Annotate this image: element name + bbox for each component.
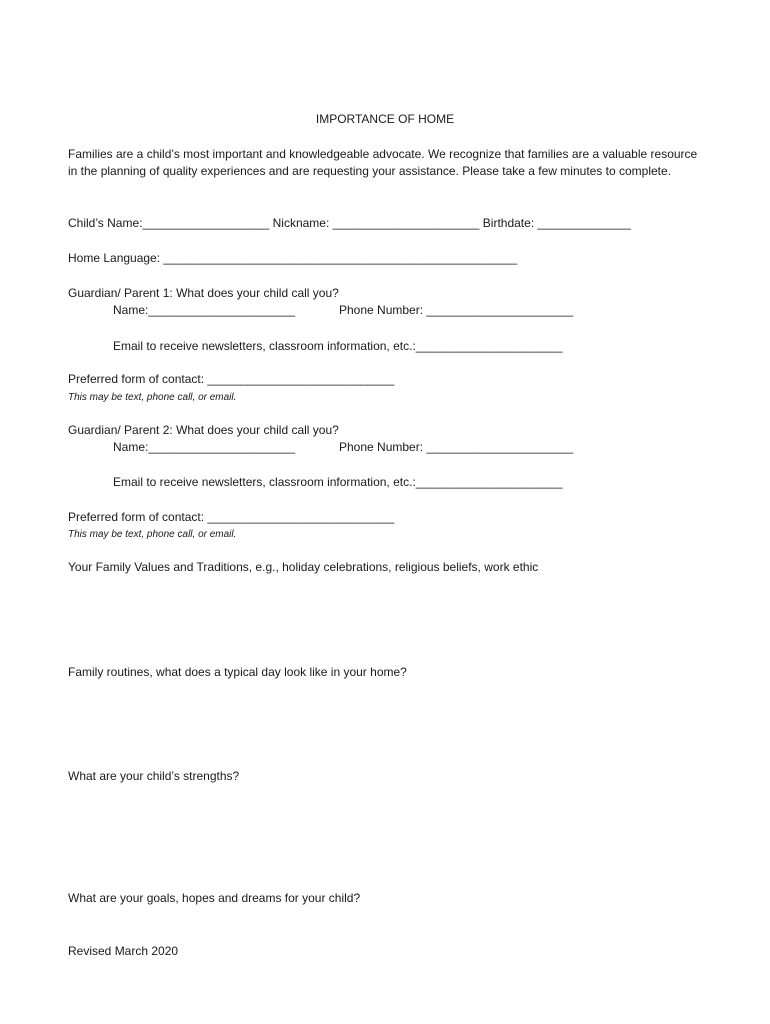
guardian2-contact-field[interactable]: Preferred form of contact: ____________________________ (68, 510, 395, 524)
guardian1-name-field[interactable]: Name:______________________ (113, 303, 296, 317)
goals-question: What are your goals, hopes and dreams for your child? (68, 891, 361, 905)
child-strengths-question: What are your child’s strengths? (68, 769, 240, 783)
guardian1-contact-note: This may be text, phone call, or email. (68, 392, 237, 403)
family-values-question: Your Family Values and Traditions, e.g., holiday celebrations, religious beliefs, work ethic (68, 560, 539, 574)
home-language-line[interactable]: Home Language: _____________________________________________________ (68, 251, 518, 265)
guardian2-contact-note: This may be text, phone call, or email. (68, 529, 237, 540)
guardian1-email-field[interactable]: Email to receive newsletters, classroom information, etc.:______________________ (113, 339, 563, 353)
guardian2-heading: Guardian/ Parent 2: What does your child call you? (68, 423, 339, 437)
intro-paragraph: Families are a child’s most important and knowledgeable advocate. We recognize that families are a valuable resource in the planning of quality experiences and are requesting your assistance. Please take a few minutes to complete. (68, 147, 698, 178)
guardian2-name-field[interactable]: Name:______________________ (113, 440, 296, 454)
page-title: IMPORTANCE OF HOME (315, 112, 455, 126)
guardian2-email-field[interactable]: Email to receive newsletters, classroom information, etc.:______________________ (113, 475, 563, 489)
family-routines-question: Family routines, what does a typical day look like in your home? (68, 665, 407, 679)
guardian2-phone-field[interactable]: Phone Number: ______________________ (339, 440, 574, 454)
guardian1-contact-field[interactable]: Preferred form of contact: ____________________________ (68, 372, 395, 386)
child-info-line[interactable]: Child’s Name:___________________ Nickname: ______________________ Birthdate: ______________ (68, 216, 631, 230)
revision-footer: Revised March 2020 (68, 944, 179, 958)
guardian1-phone-field[interactable]: Phone Number: ______________________ (339, 303, 574, 317)
guardian1-heading: Guardian/ Parent 1: What does your child call you? (68, 286, 339, 300)
